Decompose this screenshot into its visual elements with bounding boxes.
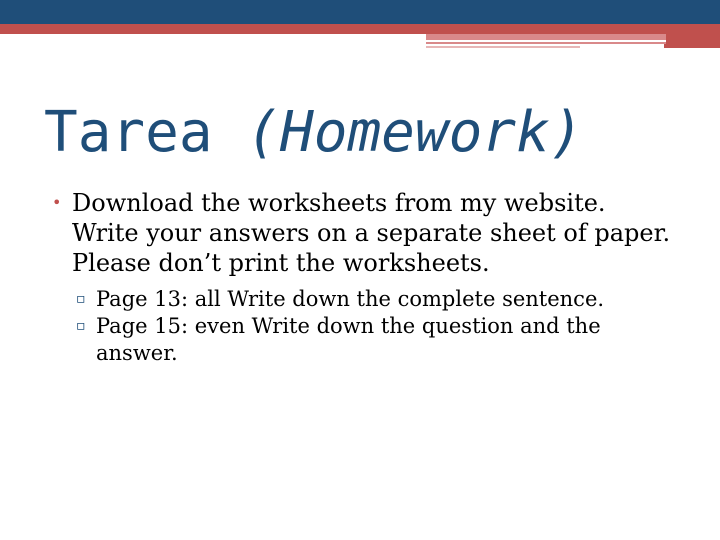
bullet-line: Download the worksheets from my website. [72,189,606,217]
sub-bullet-item [50,313,690,367]
slide-title [44,100,684,166]
top-blue-band [0,0,720,24]
square-bullet-icon: ▫ [76,291,86,307]
slide-body [50,188,690,367]
header-accent-line [426,40,666,42]
square-bullet-icon: ▫ [76,318,86,334]
header-accent-line [426,46,580,48]
bullet-line: Please don’t print the worksheets. [72,249,490,277]
round-bullet-icon: • [52,193,62,212]
sub-bullet-item [50,286,690,313]
slide-title-main: Tarea [44,100,213,165]
bullet-line: Write your answers on a separate sheet of paper. [72,219,671,247]
sub-bullet-list [50,286,690,367]
bullet-item [50,188,690,278]
sub-bullet-line: answer. [96,341,178,365]
header-accent-strip [426,34,666,44]
top-right-red-block [664,34,720,48]
sub-bullet-line: Page 13: all Write down the complete sentence. [96,287,605,311]
sub-bullet-line: Page 15: even Write down the question and the [96,314,601,338]
top-red-band [0,24,720,34]
slide-title-paren: (Homework) [246,100,584,165]
